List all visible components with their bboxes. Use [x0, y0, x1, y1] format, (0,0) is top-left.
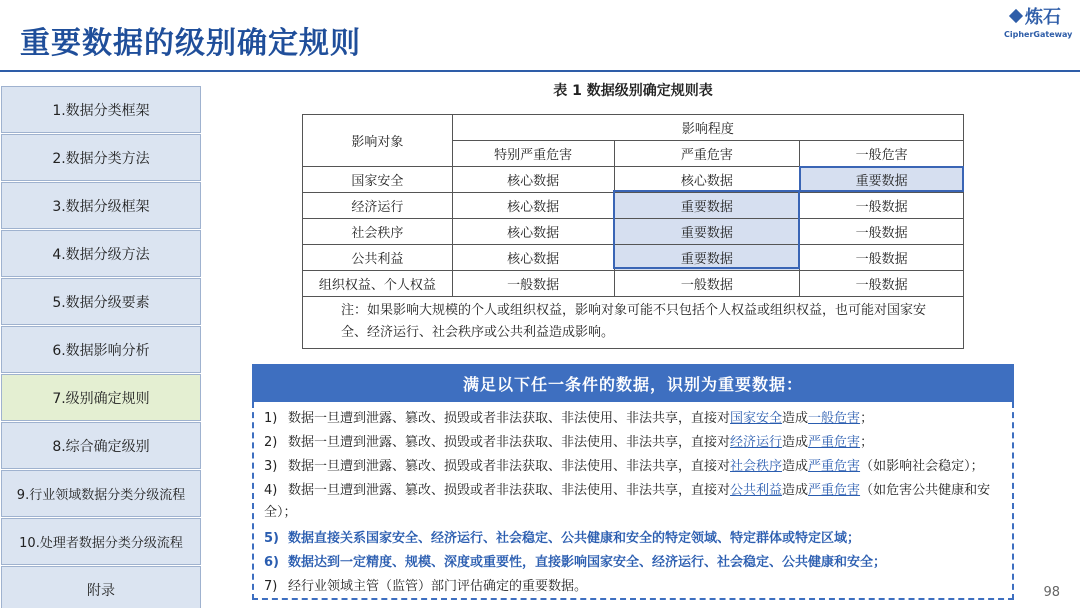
header-degree-severe-plus: 特别严重危害 [452, 141, 614, 167]
logo-gem-icon [1009, 9, 1023, 23]
table-row [303, 219, 964, 245]
sidebar-item-impact-analysis[interactable]: 6.数据影响分析 [1, 326, 201, 373]
sidebar-item-industry-process[interactable]: 9.行业领域数据分类分级流程 [1, 470, 201, 517]
table-cell-highlighted: 重要数据 [614, 193, 800, 219]
table-caption: 表 1 数据级别确定规则表 [553, 83, 713, 99]
conditions-banner: 满足以下任一条件的数据，识别为重要数据： [252, 364, 1014, 402]
sidebar-nav [0, 80, 202, 608]
condition-item-3: 3) 数据一旦遭到泄露、篡改、损毁或者非法获取、非法使用、非法共享，直接对社会秩序造成严重危害（如影响社会稳定）； [264, 459, 984, 474]
table-row [303, 167, 964, 193]
sidebar-item-processor-process[interactable]: 10.处理者数据分类分级流程 [1, 518, 201, 565]
table-cell: 核心数据 [614, 167, 800, 193]
table-cell-highlighted: 重要数据 [800, 167, 964, 193]
table-cell: 一般数据 [800, 271, 964, 297]
table-cell: 一般数据 [800, 219, 964, 245]
table-cell: 核心数据 [452, 193, 614, 219]
company-logo [1004, 7, 1073, 39]
table-row [303, 193, 964, 219]
sidebar-item-appendix[interactable]: 附录 [1, 566, 201, 608]
sidebar-item-grading-method[interactable]: 4.数据分级方法 [1, 230, 201, 277]
table-note: 注：如果影响大规模的个人或组织权益，影响对象可能不只包括个人权益或组织权益，也可能对国家安全、经济运行、社会秩序或公共利益造成影响。 [303, 297, 964, 349]
condition-item-4: 4) 数据一旦遭到泄露、篡改、损毁或者非法获取、非法使用、非法共享，直接对公共利益造成严重危害（如危害公共健康和安全）； [264, 483, 991, 520]
row-object: 社会秩序 [303, 219, 453, 245]
sidebar-item-level-rules[interactable]: 7.级别确定规则 [1, 374, 201, 421]
logo-subtext: CipherGateway [1004, 30, 1073, 39]
row-object: 经济运行 [303, 193, 453, 219]
sidebar-item-overall-level[interactable]: 8.综合确定级别 [1, 422, 201, 469]
row-object: 组织权益、个人权益 [303, 271, 453, 297]
table-row [303, 271, 964, 297]
header-degree-general: 一般危害 [800, 141, 964, 167]
table-cell-highlighted: 重要数据 [614, 245, 800, 271]
table-row [303, 245, 964, 271]
table-cell: 一般数据 [800, 245, 964, 271]
sidebar-item-grading-elements[interactable]: 5.数据分级要素 [1, 278, 201, 325]
header-degree: 影响程度 [452, 115, 963, 141]
condition-item-6: 6) 数据达到一定精度、规模、深度或重要性，直接影响国家安全、经济运行、社会稳定、公共健康和安全； [264, 555, 887, 570]
table-cell: 一般数据 [452, 271, 614, 297]
sidebar-item-classification-method[interactable]: 2.数据分类方法 [1, 134, 201, 181]
sidebar-item-classification-framework[interactable]: 1.数据分类框架 [1, 86, 201, 133]
table-cell: 核心数据 [452, 219, 614, 245]
table-cell: 一般数据 [614, 271, 800, 297]
page-title: 重要数据的级别确定规则 [20, 26, 361, 61]
condition-item-1: 1) 数据一旦遭到泄露、篡改、损毁或者非法获取、非法使用、非法共享，直接对国家安全造成一般危害； [264, 411, 874, 426]
condition-item-2: 2) 数据一旦遭到泄露、篡改、损毁或者非法获取、非法使用、非法共享，直接对经济运行造成严重危害； [264, 435, 874, 450]
title-divider [0, 70, 1080, 72]
table-cell: 核心数据 [452, 245, 614, 271]
page-number: 98 [1043, 585, 1060, 600]
table-cell: 一般数据 [800, 193, 964, 219]
condition-item-7: 7) 经行业领域主管（监管）部门评估确定的重要数据。 [264, 579, 588, 594]
logo-text: 炼石 [1025, 7, 1061, 28]
row-object: 公共利益 [303, 245, 453, 271]
header-degree-severe: 严重危害 [614, 141, 800, 167]
table-cell-highlighted: 重要数据 [614, 219, 800, 245]
sidebar-item-grading-framework[interactable]: 3.数据分级框架 [1, 182, 201, 229]
level-rules-table [302, 114, 964, 349]
header-object: 影响对象 [303, 115, 453, 167]
row-object: 国家安全 [303, 167, 453, 193]
condition-item-5: 5) 数据直接关系国家安全、经济运行、社会稳定、公共健康和安全的特定领域、特定群体或特定区域； [264, 531, 861, 546]
table-cell: 核心数据 [452, 167, 614, 193]
